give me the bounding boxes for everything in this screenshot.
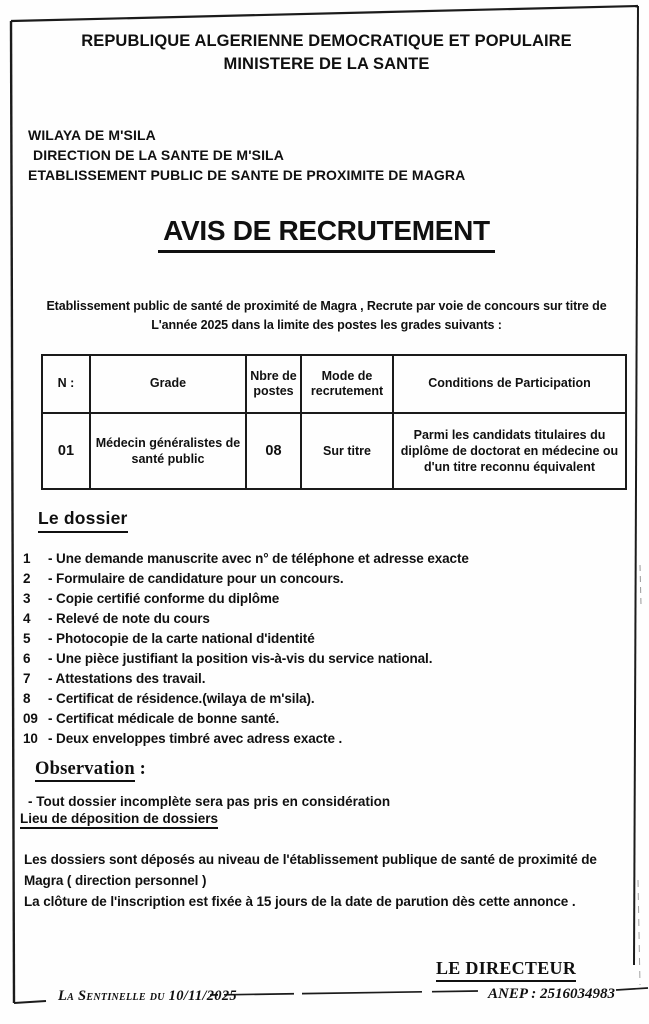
footer-rule-line [210,991,478,995]
observation-heading [35,759,625,780]
table-header-row [42,355,626,413]
cell-conditions: Parmi les candidats titulaires du diplôme de doctorat en médecine ou d'un titre reconnu équivalent [393,413,626,489]
col-header-conditions: Conditions de Participation [393,355,626,413]
item-text: - Formulaire de candidature pour un concours. [48,571,344,586]
org-etablissement: ETABLISSEMENT PUBLIC DE SANTE DE PROXIMITE DE MAGRA [28,167,466,183]
deposit-line-2: Magra ( direction personnel ) [24,873,207,888]
org-direction: DIRECTION DE LA SANTE DE M'SILA [33,147,284,163]
dossier-section-heading: Le dossier [38,508,128,533]
newspaper-credit: La Sentinelle du 10/11/2025 [58,988,237,1004]
scan-mark-right-1 [640,565,641,605]
item-number: 6 [23,651,31,666]
item-text: - Photocopie de la carte national d'identité [48,631,315,646]
document-header [28,30,625,76]
dossier-item-4 [23,609,625,629]
item-number: 3 [23,591,31,606]
item-number: 8 [23,691,31,706]
border-left-line [11,21,14,1003]
footer-rule-end-dash [616,988,648,990]
republic-title: REPUBLIQUE ALGERIENNE DEMOCRATIQUE ET POPULAIRE [81,32,572,50]
col-header-mode: Mode de recrutement [301,355,393,413]
deposit-paragraph [24,849,625,912]
intro-line-1: Etablissement public de santé de proximité de Magra , Recrute par voie de concours sur titre de [46,299,607,313]
item-number: 7 [23,671,31,686]
issuing-organization [28,125,625,185]
item-text: - Relevé de note du cours [48,611,210,626]
dossier-list [23,549,625,749]
dossier-item-3 [23,589,625,609]
cell-grade: Médecin généralistes de santé public [90,413,246,489]
dossier-item-6 [23,649,625,669]
item-number: 2 [23,571,31,586]
item-text: - Attestations des travail. [48,671,206,686]
lieu-heading: Lieu de déposition de dossiers [20,811,218,829]
recruitment-table [41,354,627,490]
ministry-title: MINISTERE DE LA SANTE [223,55,430,73]
col-header-postes: Nbre de postes [246,355,301,413]
cell-mode: Sur titre [301,413,393,489]
intro-paragraph [28,297,625,334]
col-header-number: N : [42,355,90,413]
signature-title: LE DIRECTEUR [436,958,576,982]
org-wilaya: WILAYA DE M'SILA [28,127,156,143]
cell-number: 01 [42,413,90,489]
dossier-item-2 [23,569,625,589]
document-content [20,0,625,982]
dossier-item-7 [23,669,625,689]
cell-postes: 08 [246,413,301,489]
deposit-line-3: La clôture de l'inscription est fixée à 15 jours de la date de parution dès cette annonce . [24,894,576,909]
title-row [28,215,625,253]
observation-note: - Tout dossier incomplète sera pas pris en considération [28,794,391,809]
anep-reference: ANEP : 2516034983 [488,986,615,1002]
item-text: - Une demande manuscrite avec n° de téléphone et adresse exacte [48,551,469,566]
dossier-item-10 [23,729,625,749]
scan-mark-right-2 [638,880,640,985]
border-right-line [634,6,638,965]
item-number: 4 [23,611,31,626]
item-number: 09 [23,711,38,726]
observation-word: Observation [35,759,135,782]
dossier-item-1 [23,549,625,569]
dossier-item-5 [23,629,625,649]
item-text: - Certificat médicale de bonne santé. [48,711,280,726]
item-number: 1 [23,551,31,566]
dossier-item-9 [23,709,625,729]
item-text: - Une pièce justifiant la position vis-à-vis du service national. [48,651,433,666]
item-text: - Certificat de résidence.(wilaya de m'sila). [48,691,315,706]
col-header-grade: Grade [90,355,246,413]
item-text: - Deux enveloppes timbré avec adress exacte . [48,731,343,746]
item-text: - Copie certifié conforme du diplôme [48,591,280,606]
page-title: AVIS DE RECRUTEMENT [158,215,495,253]
item-number: 5 [23,631,31,646]
deposit-line-1: Les dossiers sont déposés au niveau de l'établissement publique de santé de proximité de [24,852,597,867]
intro-line-2: L'année 2025 dans la limite des postes les grades suivants : [151,317,502,332]
dossier-item-8 [23,689,625,709]
table-row [42,413,626,489]
observation-colon: : [134,759,147,779]
border-bottom-left-corner [14,1001,46,1003]
item-number: 10 [23,731,38,746]
